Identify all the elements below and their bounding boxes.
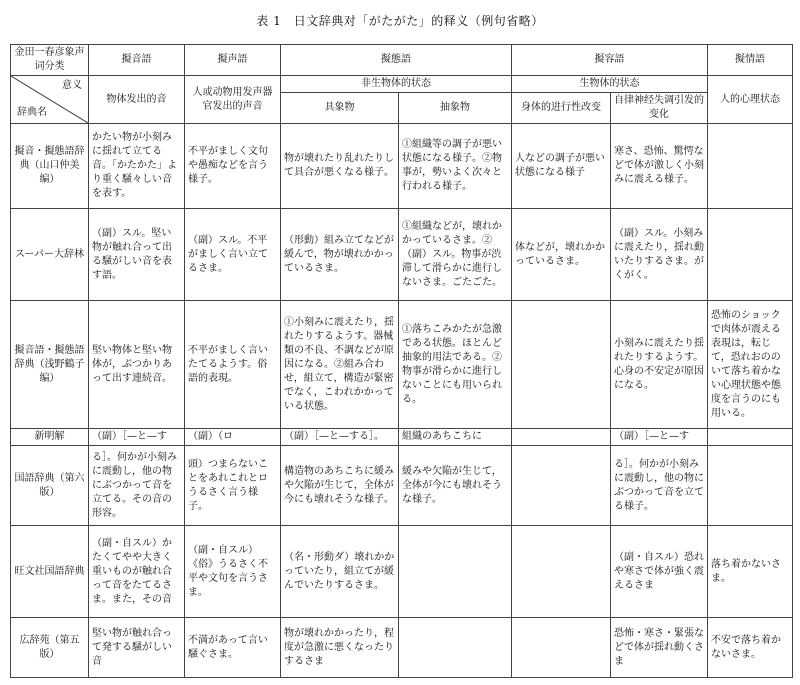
column-object-sound: 物体发出的音 [89, 76, 185, 124]
dictionary-name: 広辞苑（第五版） [11, 618, 89, 678]
dictionary-name: スーパー大辞林 [11, 209, 89, 301]
cell-vocal-sound: 不平がましく文句や愚痴などを言う様子。 [185, 124, 281, 209]
table-row [11, 526, 793, 618]
category-appearance: 擬容語 [512, 45, 708, 76]
cell-vocal-sound: 不平がましく言いたてるようす。俗語的表現。 [185, 301, 281, 429]
column-autonomic-change: 自律神经失调引发的变化 [611, 93, 708, 124]
dictionary-name: 擬音・擬態語辞典（山口仲美编） [11, 124, 89, 209]
cell-abstract: 緩みや欠陥が生じて，全体が今にも壊れそうな様子。 [399, 446, 512, 526]
cell-abstract: ①組織などが，壊れかかっているさま。②（副）スル。物事が渋滞して滑らかに進行しないさま。ごたごた。 [399, 209, 512, 301]
dictionary-name: 擬音語・擬態語辞典（浅野鶴子编） [11, 301, 89, 429]
corner-meaning-label: 意义 [62, 80, 82, 91]
cell-concrete: 物が壊れかかったり，程度が急激に悪くなったりするさま [281, 618, 399, 678]
cell-object-sound: かたい物が小刻みに揺れて立てる音。「かたかた」より重く騒々しい音を表す。 [89, 124, 185, 209]
cell-concrete: 構造物のあちこちに緩みや欠陥が生じて，全体が今にも壊れそうな様子。 [281, 446, 399, 526]
corner-diagonal-cell [11, 76, 89, 124]
cell-abstract: ①落ちこみかたが急激である状態。ほとんど抽象的用法である。②物事が滑らかに進行しないことにも用いられる。 [399, 301, 512, 429]
cell-concrete: （副）［—と—する］。 [281, 429, 399, 446]
category-emotion: 擬情語 [708, 45, 793, 76]
cell-psychology: 落ち着かないさま。 [708, 526, 793, 618]
table-row [11, 209, 793, 301]
cell-concrete: ①小刻みに震えたり，揺れたりするようす。器械類の不良、不調などが原因になる。②組み合わせ，組立て，構造が緊密でなく，こわれかかっている状態。 [281, 301, 399, 429]
cell-abstract: 組織のあちこちに [399, 429, 512, 446]
dictionary-name: 旺文社国語辞典 [11, 526, 89, 618]
corner-dict-label: 辞典名 [17, 107, 47, 118]
cell-psychology: 不安で落ち着かないさま。 [708, 618, 793, 678]
cell-vocal-sound: （副・自スル）《俗》うるさく不平や文句を言うさま。 [185, 526, 281, 618]
cell-concrete: （名・形動ダ）壊れかかっていたり，組立てが緩んでいたりするさま。 [281, 526, 399, 618]
cell-autonomic-change: （副）［—と—す [611, 429, 708, 446]
cell-psychology [708, 429, 793, 446]
column-abstract: 抽象物 [399, 93, 512, 124]
cell-autonomic-change: （副・自スル）恐れや寒さで体が強く震えるさま [611, 526, 708, 618]
cell-object-sound: （副）［—と—す [89, 429, 185, 446]
cell-body-change [512, 618, 611, 678]
cell-object-sound: る］。何かが小刻みに震動し，他の物にぶつかって音を立てる。その音の形容。 [89, 446, 185, 526]
category-onomatopoeia: 擬音語 [89, 45, 185, 76]
cell-body-change: 体などが，壊れかかっているさま。 [512, 209, 611, 301]
cell-psychology [708, 446, 793, 526]
subheader-living: 生物体的状态 [512, 76, 708, 93]
category-mimetic: 擬態語 [281, 45, 512, 76]
cell-object-sound: 堅い物が触れ合って発する騒がしい音 [89, 618, 185, 678]
definition-table [10, 44, 793, 678]
cell-body-change [512, 301, 611, 429]
cell-autonomic-change: （副）スル。小刻みに震えたり，揺れ動いたりするさま。がくがく。 [611, 209, 708, 301]
column-concrete: 具象物 [281, 93, 399, 124]
cell-body-change [512, 429, 611, 446]
cell-psychology [708, 209, 793, 301]
table-row [11, 124, 793, 209]
cell-psychology [708, 124, 793, 209]
cell-autonomic-change: 寒さ、恐怖、驚愕などで体が激しく小刻みに震える様子。 [611, 124, 708, 209]
cell-object-sound: 堅い物体と堅い物体が，ぶつかりあって出す連続音。 [89, 301, 185, 429]
cell-autonomic-change: る］。何かが小刻みに震動し，他の物にぶつかって音を立てる様子。 [611, 446, 708, 526]
table-row [11, 429, 793, 446]
dictionary-name: 新明解 [11, 429, 89, 446]
column-body-change: 身体的进行性改变 [512, 93, 611, 124]
cell-abstract: ①組織等の調子が悪い状態になる様子。②物事が，勢いよく次々と行われる様子。 [399, 124, 512, 209]
cell-object-sound: （副・自スル）かたくてやや大きく重いものが触れ合って音をたてるさま。また，その音 [89, 526, 185, 618]
dictionary-name: 国語辞典（第六版） [11, 446, 89, 526]
column-vocal-sound: 人或动物用发声器官发出的声音 [185, 76, 281, 124]
column-psychology: 人的心理状态 [708, 76, 793, 124]
cell-vocal-sound: （副）スル。不平がましく言い立てるさま。 [185, 209, 281, 301]
cell-psychology: 恐怖のショックで肉体が震える表現は，転じて，恐れおののいて落ち着かない心理状態や態度を言うのにも用いる。 [708, 301, 793, 429]
cell-autonomic-change: 恐怖・寒さ・緊張などで体が揺れ動くさま [611, 618, 708, 678]
table-row [11, 618, 793, 678]
cell-vocal-sound: 不満があって言い騒ぐさま。 [185, 618, 281, 678]
cell-autonomic-change: 小刻みに震えたり揺れたりするようす。心身の不安定が原因になる。 [611, 301, 708, 429]
cell-body-change: 人などの調子が悪い状態になる様子 [512, 124, 611, 209]
cell-vocal-sound: 頭）つまらないことをあれこれとロうるさく言う様子。 [185, 446, 281, 526]
corner-classification: 金田一春彦象声词分类 [11, 45, 89, 76]
cell-abstract [399, 618, 512, 678]
table-row [11, 446, 793, 526]
cell-abstract [399, 526, 512, 618]
cell-concrete: （形動）組み立てなどが緩んで，物が壊れかかっているさま。 [281, 209, 399, 301]
cell-concrete: 物が壊れたり乱れたりして具合が悪くなる様子。 [281, 124, 399, 209]
cell-vocal-sound: （副）（ロ [185, 429, 281, 446]
table-row [11, 301, 793, 429]
cell-body-change [512, 526, 611, 618]
cell-object-sound: （副）スル。堅い物が触れ合って出る騒がしい音を表す語。 [89, 209, 185, 301]
table-caption: 表 1 日文辞典对「がたがた」的释义（例句省略） [256, 14, 544, 28]
category-voice: 擬声語 [185, 45, 281, 76]
cell-body-change [512, 446, 611, 526]
subheader-nonliving: 非生物体的状态 [281, 76, 512, 93]
